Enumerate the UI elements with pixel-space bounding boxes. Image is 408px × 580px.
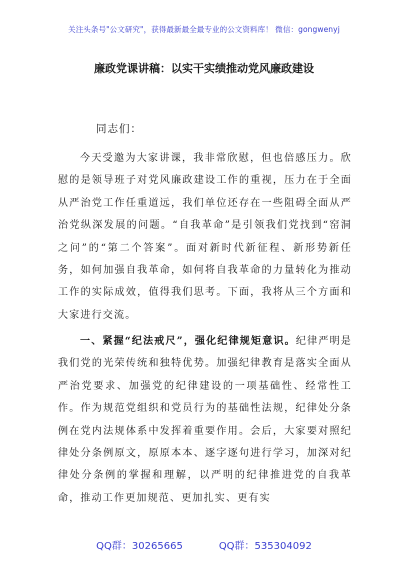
footer-qq-group-1: QQ群：30265665 bbox=[96, 541, 183, 552]
document-title: 廉政党课讲稿：以实干实绩推动党风廉政建设 bbox=[94, 62, 314, 75]
section-1-heading: 一、紧握“纪法戒尺”，强化纪律规矩意识。 bbox=[80, 336, 296, 347]
intro-paragraph: 今天受邀为大家讲课，我非常欣慰，但也倍感压力。欣慰的是领导班子对党风廉政建设工作的重视，压力在于全面从严治党工作任重道远，我们单位还存在一些阻碍全面从严治党纵深发展的问题。“自我革命”是引领我们党找到“窑洞之问”的“第二个答案”。面对新时代新征程、新形势新任务，如何加强自我革命，如何将自我革命的力量转化为推动工作的实际成效，值得我们思考。下面，我将从三个方面和大家进行交流。 bbox=[58, 153, 352, 321]
section-1-body: 纪律严明是我们党的光荣传统和独特优势。加强纪律教育是落实全面从严治党要求、加强党的纪律建设的一项基础性、经常性工作。作为规范党组织和党员行为的基础性法规，纪律处分条例在党内法规体系中发挥着重要作用。会后，大家要对照纪律处分条例原文，原原本本、逐字逐句进行学习，加深对纪律处分条例的掌握和理解，以严明的纪律推进党的自我革命，推动工作更加规范、更加扎实、更有实 bbox=[58, 336, 353, 504]
footer-contacts bbox=[0, 537, 408, 552]
footer-qq-group-2: QQ群：535304092 bbox=[218, 541, 312, 552]
section-1-paragraph bbox=[58, 331, 352, 510]
salutation: 同志们： bbox=[96, 123, 142, 135]
header-promo-note: 关注头条号"公文研究"，获得最新最全最专业的公文资料库！ 微信：gongwenyj bbox=[68, 25, 340, 34]
